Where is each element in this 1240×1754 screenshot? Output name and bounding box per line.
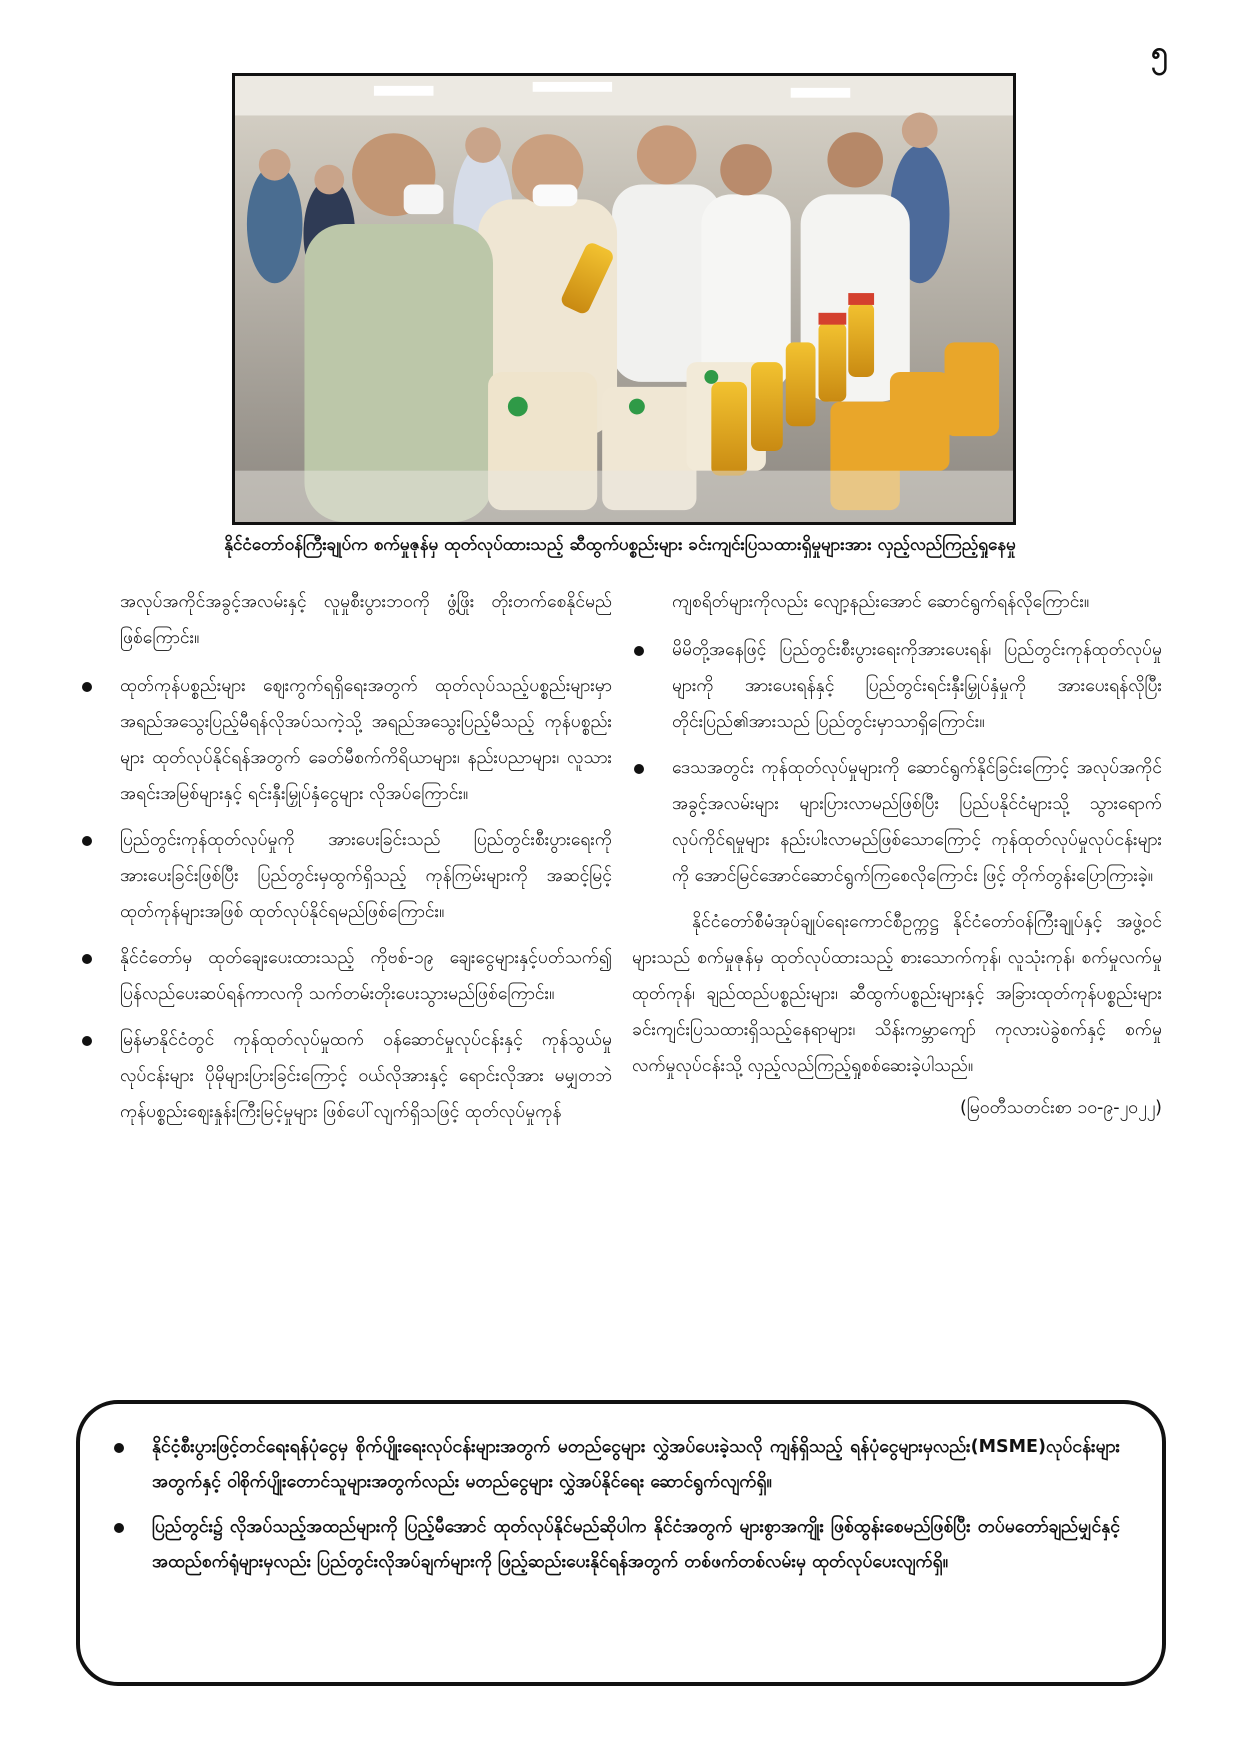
highlight-text: နိုင်ငံ့စီးပွားဖြင့်တင်ရေးရန်ပုံငွေမှ စိုက်ပျိုးရေးလုပ်ငန်းများအတွက် မတည်ငွေများ လွှဲအပ်ပေးခဲ့သလို ကျန်ရှိသည့် ရန်ပုံငွေများမှလည်း(MSME)လုပ်ငန်းများအတွက်နှင့် ဝါစိုက်ပျိုးတောင်သူများအတွက်လည်း မတည်ငွေများ လွှဲအပ်နိုင်ရေး ဆောင်ရွက်လျက်ရှိ။ [152, 1437, 1120, 1492]
bullet-point [80, 940, 612, 1012]
bullet-text: နိုင်ငံတော်မှ ထုတ်ချေးပေးထားသည့် ကိုဗစ်-၁၉ ချေးငွေများနှင့်ပတ်သက်၍ ပြန်လည်ပေးဆပ်ရန်ကာလကို သက်တမ်းတိုးပေးသွားမည်ဖြစ်ကြောင်း။ [120, 948, 612, 1004]
bullet-dot-icon [82, 836, 92, 846]
highlight-box [76, 1400, 1166, 1686]
bullet-point [632, 750, 1162, 894]
bullet-text: မိမိတို့အနေဖြင့် ပြည်တွင်းစီးပွားရေးကိုအားပေးရန်၊ ပြည်တွင်းကုန်ထုတ်လုပ်မှုများကို အားပေးရန်နှင့် ပြည်တွင်းရင်းနှီးမြှုပ်နှံမှုကို အားပေးရန်လိုပြီး တိုင်းပြည်၏အားသည် ပြည်တွင်းမှာသာရှိကြောင်း။ [672, 640, 1162, 732]
bullet-dot-icon [82, 1036, 92, 1046]
highlight-text: ပြည်တွင်း၌ လိုအပ်သည့်အထည်များကို ပြည့်မီအောင် ထုတ်လုပ်နိုင်မည်ဆိုပါက နိုင်ငံအတွက် များစွာအကျိုး ဖြစ်ထွန်းစေမည်ဖြစ်ပြီး တပ်မတော်ချည်မျှင်နှင့် အထည်စက်ရုံများမှလည်း ပြည်တွင်းလိုအပ်ချက်များကို ဖြည့်ဆည်းပေးနိုင်ရန်အတွက် တစ်ဖက်တစ်လမ်းမှ ထုတ်လုပ်ပေးလျက်ရှိ။ [152, 1517, 1120, 1572]
continued-paragraph: အလုပ်အကိုင်အခွင့်အလမ်းနှင့် လူမှုစီးပွားဘဝကို ဖွံ့ဖြိုး တိုးတက်စေနိုင်မည်ဖြစ်ကြောင်း။ [120, 592, 612, 648]
page-number: ၅ [1151, 35, 1168, 70]
news-source: (မြဝတီသတင်းစာ ၁၀-၉-၂၀၂၂) [960, 1098, 1162, 1118]
article-right-column [632, 584, 1162, 1126]
bullet-point [80, 822, 612, 930]
bullet-dot-icon [634, 764, 644, 774]
photo-illustration [235, 76, 1013, 522]
photo-caption: နိုင်ငံတော်ဝန်ကြီးချုပ်က စက်မှုဇုန်မှ ထုတ်လုပ်ထားသည့် ဆီထွက်ပစ္စည်းများ ခင်းကျင်းပြသထားရှိမှုများအား လှည့်လည်ကြည့်ရှုနေမှု [224, 535, 1016, 555]
bullet-point [80, 668, 612, 812]
news-photo [232, 73, 1016, 525]
bullet-text: ထုတ်ကုန်ပစ္စည်းများ ဈေးကွက်ရရှိရေးအတွက် ထုတ်လုပ်သည့်ပစ္စည်းများမှာ အရည်အသွေးပြည့်မီရန်လိုအပ်သကဲ့သို့ အရည်အသွေးပြည့်မီသည့် ကုန်ပစ္စည်းများ ထုတ်လုပ်နိုင်ရန်အတွက် ခေတ်မီစက်ကိရိယာများ၊ နည်းပညာများ၊ လူသားအရင်းအမြစ်များနှင့် ရင်းနှီးမြှုပ်နှံငွေများ လိုအပ်ကြောင်း။ [120, 676, 612, 804]
bullet-text: ဒေသအတွင်း ကုန်ထုတ်လုပ်မှုများကို ဆောင်ရွက်နိုင်ခြင်းကြောင့် အလုပ်အကိုင် အခွင့်အလမ်းများ များပြားလာမည်ဖြစ်ပြီး ပြည်ပနိုင်ငံများသို့ သွားရောက်လုပ်ကိုင်ရမှုများ နည်းပါးလာမည်ဖြစ်သောကြောင့် ကုန်ထုတ်လုပ်မှုလုပ်ငန်းများကို အောင်မြင်အောင်ဆောင်ရွက်ကြစေလိုကြောင်း ဖြင့် တိုက်တွန်းပြောကြားခဲ့။ [672, 758, 1162, 886]
highlight-item [114, 1510, 1120, 1580]
bullet-dot-icon [114, 1443, 124, 1453]
article-left-column [80, 584, 612, 1140]
bullet-text: ပြည်တွင်းကုန်ထုတ်လုပ်မှုကို အားပေးခြင်းသည် ပြည်တွင်းစီးပွားရေးကို အားပေးခြင်းဖြစ်ပြီး ပြည်တွင်းမှထွက်ရှိသည့် ကုန်ကြမ်းများကို အဆင့်မြင့် ထုတ်ကုန်များအဖြစ် ထုတ်လုပ်နိုင်ရမည်ဖြစ်ကြောင်း။ [120, 830, 612, 922]
bullet-dot-icon [634, 646, 644, 656]
highlight-item [114, 1430, 1120, 1500]
continued-paragraph: ကျစရိတ်များကိုလည်း လျော့နည်းအောင် ဆောင်ရွက်ရန်လိုကြောင်း။ [672, 592, 1090, 612]
bullet-point [632, 632, 1162, 740]
bullet-dot-icon [82, 954, 92, 964]
bullet-text: မြန်မာနိုင်ငံတွင် ကုန်ထုတ်လုပ်မှုထက် ဝန်ဆောင်မှုလုပ်ငန်းနှင့် ကုန်သွယ်မှုလုပ်ငန်းများ ပိုမိုများပြားခြင်းကြောင့် ဝယ်လိုအားနှင့် ရောင်းလိုအား မမျှတဘဲ ကုန်ပစ္စည်းဈေးနှုန်းကြီးမြင့်မှုများ ဖြစ်ပေါ်လျက်ရှိသဖြင့် ထုတ်လုပ်မှုကုန် [120, 1030, 612, 1122]
bullet-point [80, 1022, 612, 1130]
bullet-dot-icon [82, 682, 92, 692]
bullet-dot-icon [114, 1523, 124, 1533]
closing-paragraph: နိုင်ငံတော်စီမံအုပ်ချုပ်ရေးကောင်စီဥက္ကဋ္ဌ နိုင်ငံတော်ဝန်ကြီးချုပ်နှင့် အဖွဲ့ဝင်များသည် စက်မှုဇုန်မှ ထုတ်လုပ်ထားသည့် စားသောက်ကုန်၊ လူသုံးကုန်၊ စက်မှုလက်မှုထုတ်ကုန်၊ ချည်ထည်ပစ္စည်းများ၊ ဆီထွက်ပစ္စည်းများနှင့် အခြားထုတ်ကုန်ပစ္စည်းများ ခင်းကျင်းပြသထားရှိသည့်နေရာများ၊ သိန်းကမ္ဘာကျော် ကုလားပဲခွဲစက်နှင့် စက်မှုလက်မှုလုပ်ငန်းသို့ လှည့်လည်ကြည့်ရှုစစ်ဆေးခဲ့ပါသည်။ [632, 912, 1162, 1076]
